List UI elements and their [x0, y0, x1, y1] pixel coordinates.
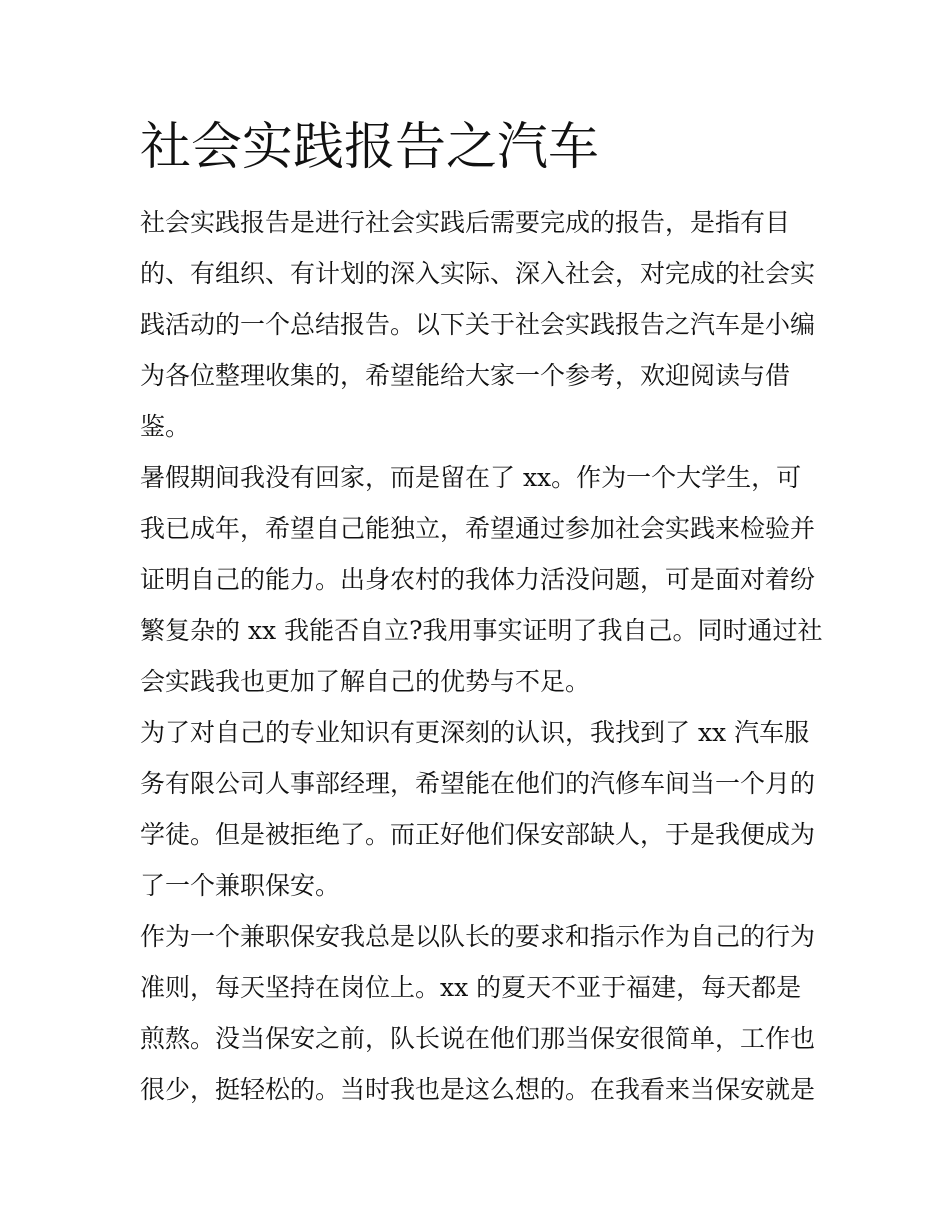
- text-line: 鉴。: [140, 412, 191, 441]
- text-line: 会实践我也更加了解自己的优势与不足。: [140, 667, 591, 696]
- text-line: 为了对自己的专业知识有更深刻的认识，我找到了 xx 汽车服: [140, 718, 810, 747]
- text-line: 暑假期间我没有回家，而是留在了 xx。作为一个大学生，可: [140, 463, 802, 492]
- text-line: 作为一个兼职保安我总是以队长的要求和指示作为自己的行为: [140, 922, 816, 951]
- text-line: 煎熬。没当保安之前，队长说在他们那当保安很简单，工作也: [140, 1024, 816, 1053]
- text-line: 为各位整理收集的，希望能给大家一个参考，欢迎阅读与借: [140, 361, 791, 390]
- text-line: 践活动的一个总结报告。以下关于社会实践报告之汽车是小编: [140, 310, 816, 339]
- text-line: 务有限公司人事部经理，希望能在他们的汽修车间当一个月的: [140, 769, 816, 798]
- text-line: 繁复杂的 xx 我能否自立?我用事实证明了我自己。同时通过社: [140, 616, 823, 645]
- document-title: 社会实践报告之汽车: [140, 118, 600, 177]
- text-line: 准则，每天坚持在岗位上。xx 的夏天不亚于福建，每天都是: [140, 973, 802, 1002]
- text-line: 了一个兼职保安。: [140, 871, 341, 900]
- document-body: [140, 197, 823, 1115]
- text-line: 很少，挺轻松的。当时我也是这么想的。在我看来当保安就是: [140, 1075, 816, 1104]
- text-line: 学徒。但是被拒绝了。而正好他们保安部缺人，于是我便成为: [140, 820, 816, 849]
- text-line: 我已成年，希望自己能独立，希望通过参加社会实践来检验并: [140, 514, 816, 543]
- text-line: 社会实践报告是进行社会实践后需要完成的报告，是指有目: [140, 208, 791, 237]
- text-line: 证明自己的能力。出身农村的我体力活没问题，可是面对着纷: [140, 565, 816, 594]
- text-line: 的、有组织、有计划的深入实际、深入社会，对完成的社会实: [140, 259, 816, 288]
